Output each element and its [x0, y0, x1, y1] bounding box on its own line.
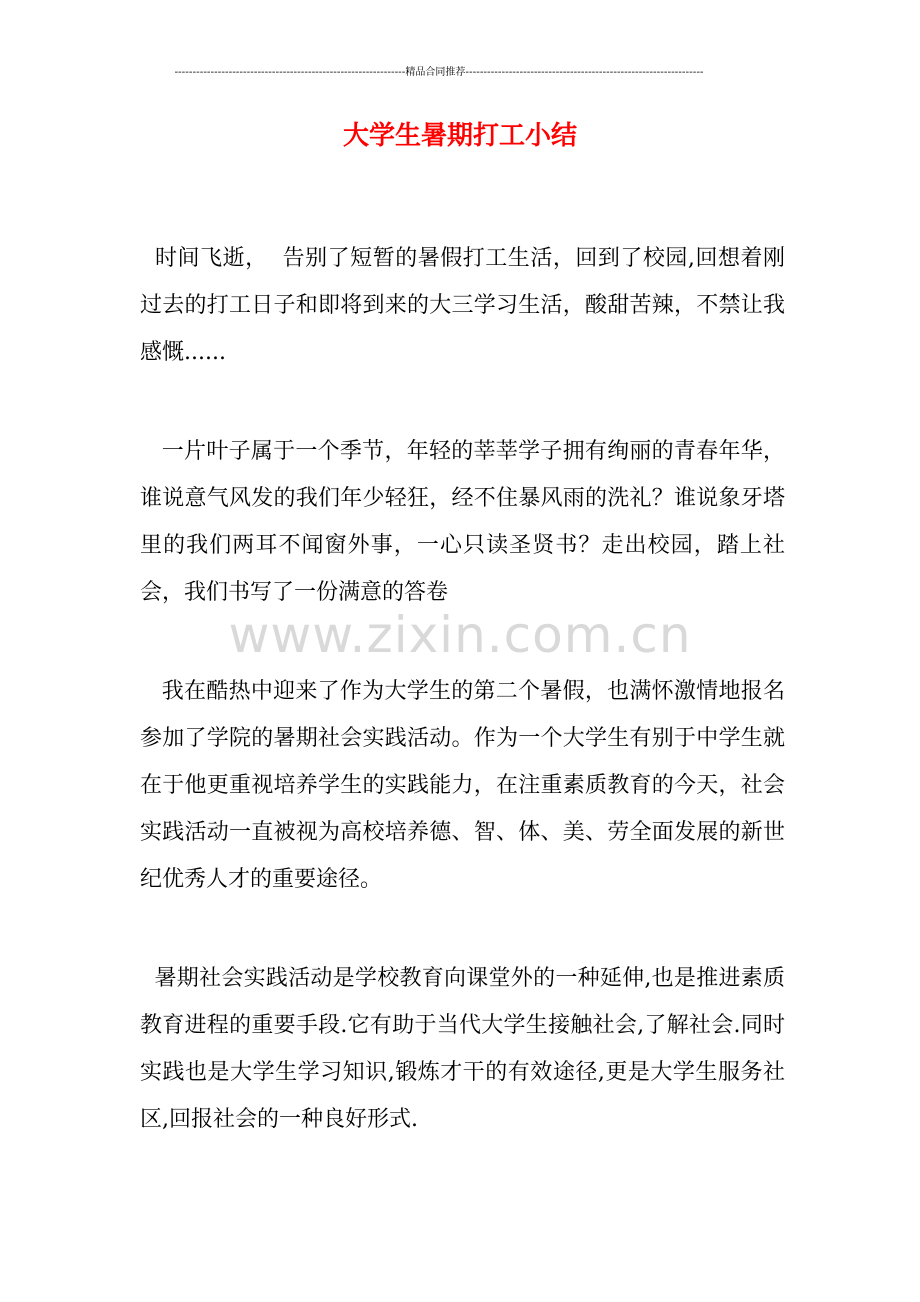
paragraph-2: 一片叶子属于一个季节，年轻的莘莘学子拥有绚丽的青春年华，谁说意气风发的我们年少轻狂，经不住暴风雨的洗礼？谁说象牙塔里的我们两耳不闻窗外事，一心只读圣贤书？走出校园，踏上社会，我们书写了一份满意的答卷 — [140, 439, 785, 605]
paragraph-4: 暑期社会实践活动是学校教育向课堂外的一种延伸,也是推进素质教育进程的重要手段.它有助于当代大学生接触社会,了解社会.同时实践也是大学生学习知识,锻炼才干的有效途径,更是大学生服务社区,回报社会的一种良好形式. — [140, 966, 785, 1132]
paragraph-3: 我在酷热中迎来了作为大学生的第二个暑假，也满怀激情地报名参加了学院的暑期社会实践活动。作为一个大学生有别于中学生就在于他更重视培养学生的实践能力，在注重素质教育的今天，社会实践活动一直被视为高校培养德、智、体、美、劳全面发展的新世纪优秀人才的重要途径。 — [140, 679, 785, 892]
paragraph-1: 时间飞逝， 告别了短暂的暑假打工生活，回到了校园,回想着刚过去的打工日子和即将到来的大三学习生活，酸甜苦辣，不禁让我感慨...... — [140, 246, 785, 365]
page-header: ----------------------------------------------------------------精品合同推荐------------------------------------------------------------------ — [174, 67, 704, 78]
document-title: 大学生暑期打工小结 — [342, 121, 577, 151]
watermark: www.zixin.com.cn — [228, 606, 692, 664]
